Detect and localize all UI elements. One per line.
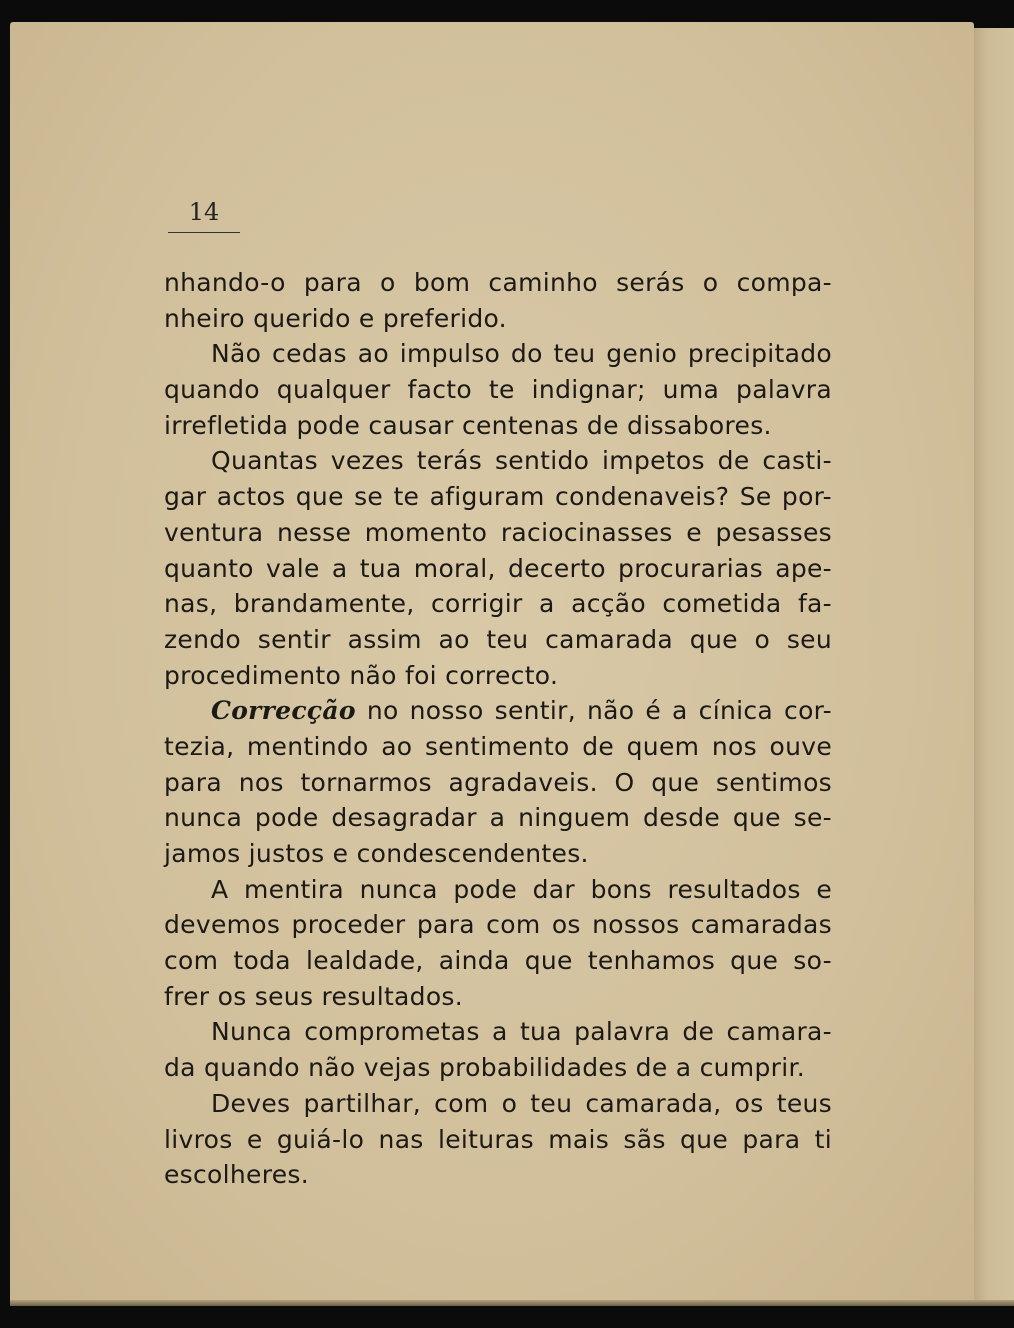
text-span: Nunca comprometas a tua palavra de camara-: [211, 1017, 832, 1047]
text-span: A mentira nunca pode dar bons resultados e: [211, 874, 832, 904]
text-span: ventura nesse momento raciocinasses e pesasses: [164, 517, 832, 547]
text-line: [164, 765, 832, 801]
text-span: da quando não vejas probabilidades de a cumprir.: [164, 1053, 805, 1083]
text-span: no nosso sentir, não é a cínica cor-: [355, 696, 832, 726]
text-line: [164, 265, 832, 301]
text-line: [164, 372, 832, 408]
text-line: [164, 586, 832, 622]
text-line: [164, 907, 832, 943]
text-span: Quantas vezes terás sentido impetos de casti-: [211, 446, 832, 476]
text-span: escolheres.: [164, 1160, 309, 1190]
text-span: quando qualquer facto te indignar; uma palavra: [164, 375, 832, 405]
text-line: [164, 336, 832, 372]
text-span: gar actos que se te afiguram condenaveis? Se por-: [164, 482, 832, 512]
text-line: [164, 1122, 832, 1158]
text-span: frer os seus resultados.: [164, 981, 464, 1011]
body-text: [164, 265, 832, 1193]
text-line: [164, 301, 832, 337]
text-span: quanto vale a tua moral, decerto procurarias ape-: [164, 553, 832, 583]
text-line: [164, 800, 832, 836]
text-line: [164, 1050, 832, 1086]
text-line: [164, 551, 832, 587]
text-span: zendo sentir assim ao teu camarada que o seu: [164, 624, 832, 654]
text-span: Não cedas ao impulso do teu genio precipitado: [211, 339, 832, 369]
text-span: para nos tornarmos agradaveis. O que sentimos: [164, 767, 832, 797]
italic-term: Correcção: [211, 696, 356, 726]
page-number-rule: [168, 232, 240, 233]
text-span: livros e guiá-lo nas leituras mais sãs que para ti: [164, 1124, 832, 1154]
text-line: [164, 443, 832, 479]
text-span: devemos proceder para com os nossos camaradas: [164, 910, 832, 940]
page-bottom-edge: [10, 1300, 1014, 1306]
text-line: [164, 836, 832, 872]
text-line: [164, 658, 832, 694]
text-line: [164, 479, 832, 515]
text-line: [164, 622, 832, 658]
text-span: procedimento não foi correcto.: [164, 660, 559, 690]
text-span: tezia, mentindo ao sentimento de quem nos ouve: [164, 731, 832, 761]
text-span: Deves partilhar, com o teu camarada, os teus: [211, 1088, 832, 1118]
text-line: [164, 979, 832, 1015]
page-number: 14: [188, 198, 220, 226]
text-line: [164, 1014, 832, 1050]
text-span: irrefletida pode causar centenas de dissabores.: [164, 410, 772, 440]
text-line: [164, 408, 832, 444]
text-span: nunca pode desagradar a ninguem desde que se-: [164, 803, 832, 833]
text-line: [164, 943, 832, 979]
next-page-edge: [972, 28, 1014, 1306]
text-span: com toda lealdade, ainda que tenhamos que so-: [164, 946, 832, 976]
text-line: [164, 872, 832, 908]
text-line: [164, 729, 832, 765]
text-span: nheiro querido e preferido.: [164, 303, 507, 333]
text-line: [164, 693, 832, 729]
text-line: [164, 515, 832, 551]
text-line: [164, 1086, 832, 1122]
text-span: jamos justos e condescendentes.: [164, 839, 589, 868]
text-line: [164, 1157, 832, 1193]
text-span: nas, brandamente, corrigir a acção cometida fa-: [164, 589, 832, 619]
text-span: nhando-o para o bom caminho serás o compa-: [164, 268, 832, 297]
